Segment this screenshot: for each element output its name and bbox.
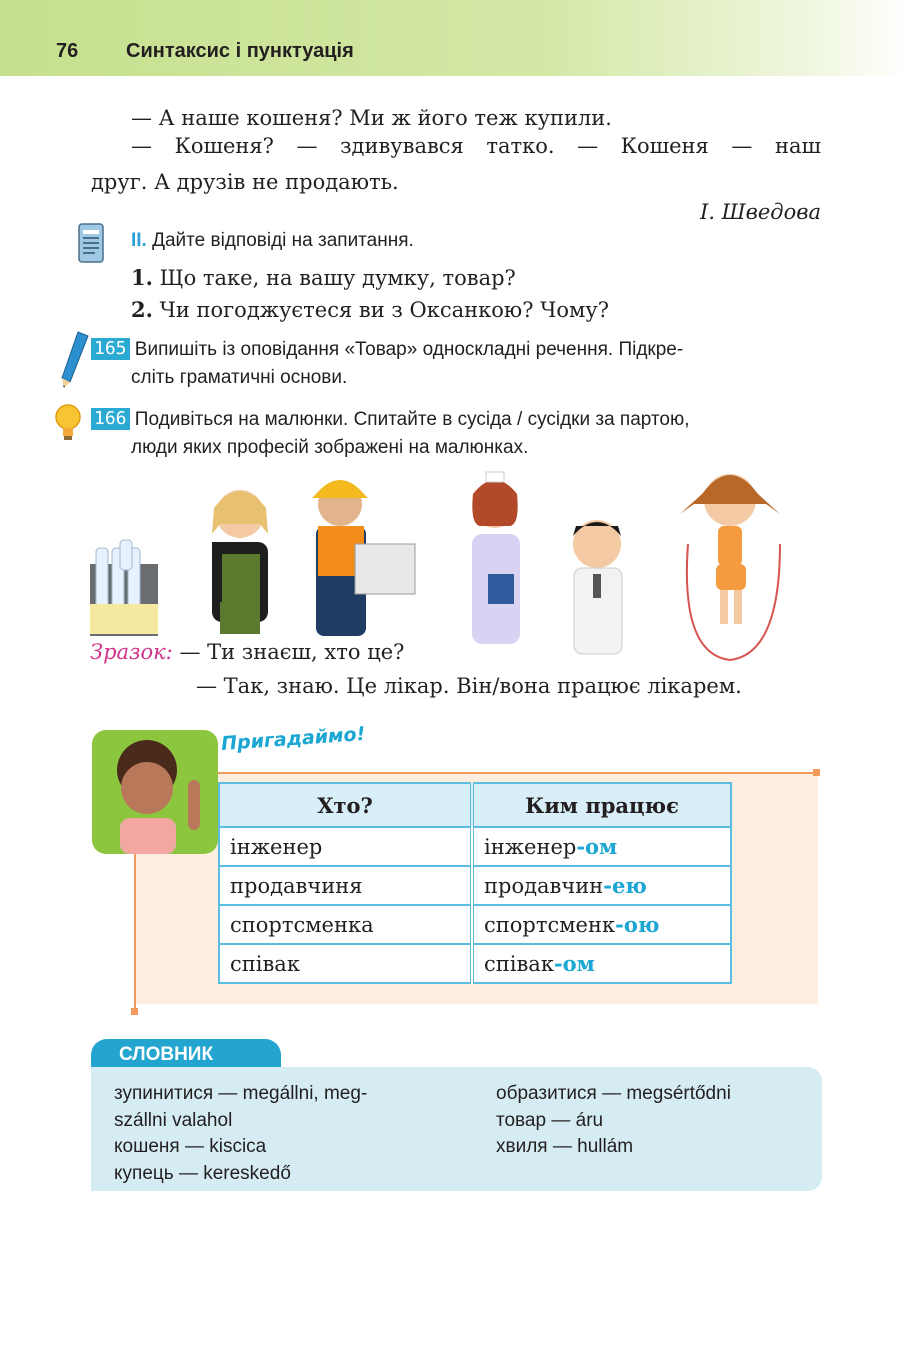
- pencil-icon: [56, 330, 90, 390]
- sample-line-2: — Так, знаю. Це лікар. Він/вона працює лікарем.: [196, 674, 742, 698]
- dictionary-entry: купець — kereskedő: [114, 1162, 291, 1184]
- stem: співак: [484, 952, 554, 976]
- cell-works-as: [472, 905, 731, 944]
- girl-avatar: [92, 730, 218, 854]
- dictionary-right-column: [496, 1081, 731, 1161]
- cell-who: інженер: [219, 827, 472, 866]
- sample-dialogue: [90, 640, 404, 664]
- task-166-number: 166: [91, 408, 130, 430]
- seller-illustration: [212, 490, 268, 634]
- question-2-text: Чи погоджуєтеся ви з Оксанкою? Чому?: [159, 298, 609, 322]
- sample-label: Зразок:: [90, 640, 173, 664]
- professions-table: [218, 782, 732, 984]
- task-165-line-1: Випишіть із оповідання «Товар» односкладні речення. Підкре-: [134, 339, 684, 360]
- ending: -ою: [615, 912, 660, 937]
- dictionary-entry: товар — áru: [496, 1109, 604, 1131]
- sample-line-1: — Ти знаєш, хто це?: [179, 640, 405, 664]
- dictionary-entry: хвиля — hullám: [496, 1136, 634, 1157]
- story-line-1: — А наше кошеня? Ми ж його теж купили.: [131, 106, 612, 130]
- section-ii-text: Дайте відповіді на запитання.: [152, 230, 414, 251]
- story-line-2: — Кошеня? — здивувався татко. — Кошеня — наш: [131, 134, 821, 158]
- cell-who: продавчиня: [219, 866, 472, 905]
- dictionary-entry: образитися — megsértődni: [496, 1083, 731, 1104]
- task-166-line-1: Подивіться на малюнки. Спитайте в сусіда / сусідки за партою,: [134, 409, 690, 430]
- task-165-number: 165: [91, 338, 130, 360]
- table-header-row: [219, 783, 731, 827]
- lightbulb-icon: [52, 402, 84, 444]
- stem: продавчин: [484, 874, 604, 898]
- cell-works-as: [472, 827, 731, 866]
- table-row: [219, 905, 731, 944]
- girl-jump-rope-illustration: [680, 474, 780, 660]
- question-1-text: Що таке, на вашу думку, товар?: [159, 266, 516, 290]
- header-who: Хто?: [219, 783, 472, 827]
- professions-illustration: [90, 464, 790, 664]
- task-166: [91, 406, 690, 462]
- dictionary-left-column: [114, 1081, 367, 1187]
- question-1: [131, 262, 516, 294]
- cell-works-as: [472, 944, 731, 983]
- task-165-line-2: сліть граматичні основи.: [131, 367, 348, 388]
- remember-horizontal-rule: [218, 772, 818, 774]
- dictionary-entry: szállni valahol: [114, 1109, 233, 1131]
- page-number: 76: [56, 40, 79, 62]
- table-row: [219, 944, 731, 983]
- cell-who: співак: [219, 944, 472, 983]
- dictionary-tab: СЛОВНИК: [91, 1039, 281, 1069]
- reporter-illustration: [573, 520, 622, 654]
- ending: -ом: [553, 951, 595, 976]
- table-row: [219, 866, 731, 905]
- dictionary-entry: кошеня — kiscica: [114, 1136, 267, 1157]
- workbook-icon: [76, 222, 106, 264]
- rule-dot-right: [813, 769, 820, 776]
- engineer-illustration: [312, 480, 415, 636]
- section-ii-numeral: II.: [131, 230, 147, 251]
- task-166-line-2: люди яких професій зображені на малюнках.: [131, 437, 529, 458]
- girl-avatar-illustration: [92, 730, 218, 854]
- dictionary-entry: зупинитися — megállni, meg-: [114, 1083, 368, 1104]
- remember-title: Пригадаймо!: [220, 722, 366, 755]
- task-165: [91, 336, 683, 392]
- milk-bottles-illustration: [90, 540, 158, 636]
- chapter-title: Синтаксис і пунктуація: [126, 40, 354, 62]
- story-line-3: друг. А друзів не продають.: [91, 170, 399, 194]
- page-header: [0, 0, 907, 76]
- cell-works-as: [472, 866, 731, 905]
- stem: інженер: [484, 835, 577, 859]
- question-1-number: 1.: [131, 265, 153, 290]
- cell-who: спортсменка: [219, 905, 472, 944]
- question-2-number: 2.: [131, 297, 153, 322]
- doctor-illustration: [472, 472, 520, 644]
- section-ii-instruction: [131, 230, 414, 252]
- rule-dot-bottom: [131, 1008, 138, 1015]
- table-row: [219, 827, 731, 866]
- header-works-as: Ким працює: [472, 783, 731, 827]
- ending: -ом: [576, 834, 618, 859]
- story-author: І. Шведова: [700, 200, 821, 224]
- question-2: [131, 294, 609, 326]
- ending: -ею: [603, 873, 647, 898]
- stem: спортсменк: [484, 913, 616, 937]
